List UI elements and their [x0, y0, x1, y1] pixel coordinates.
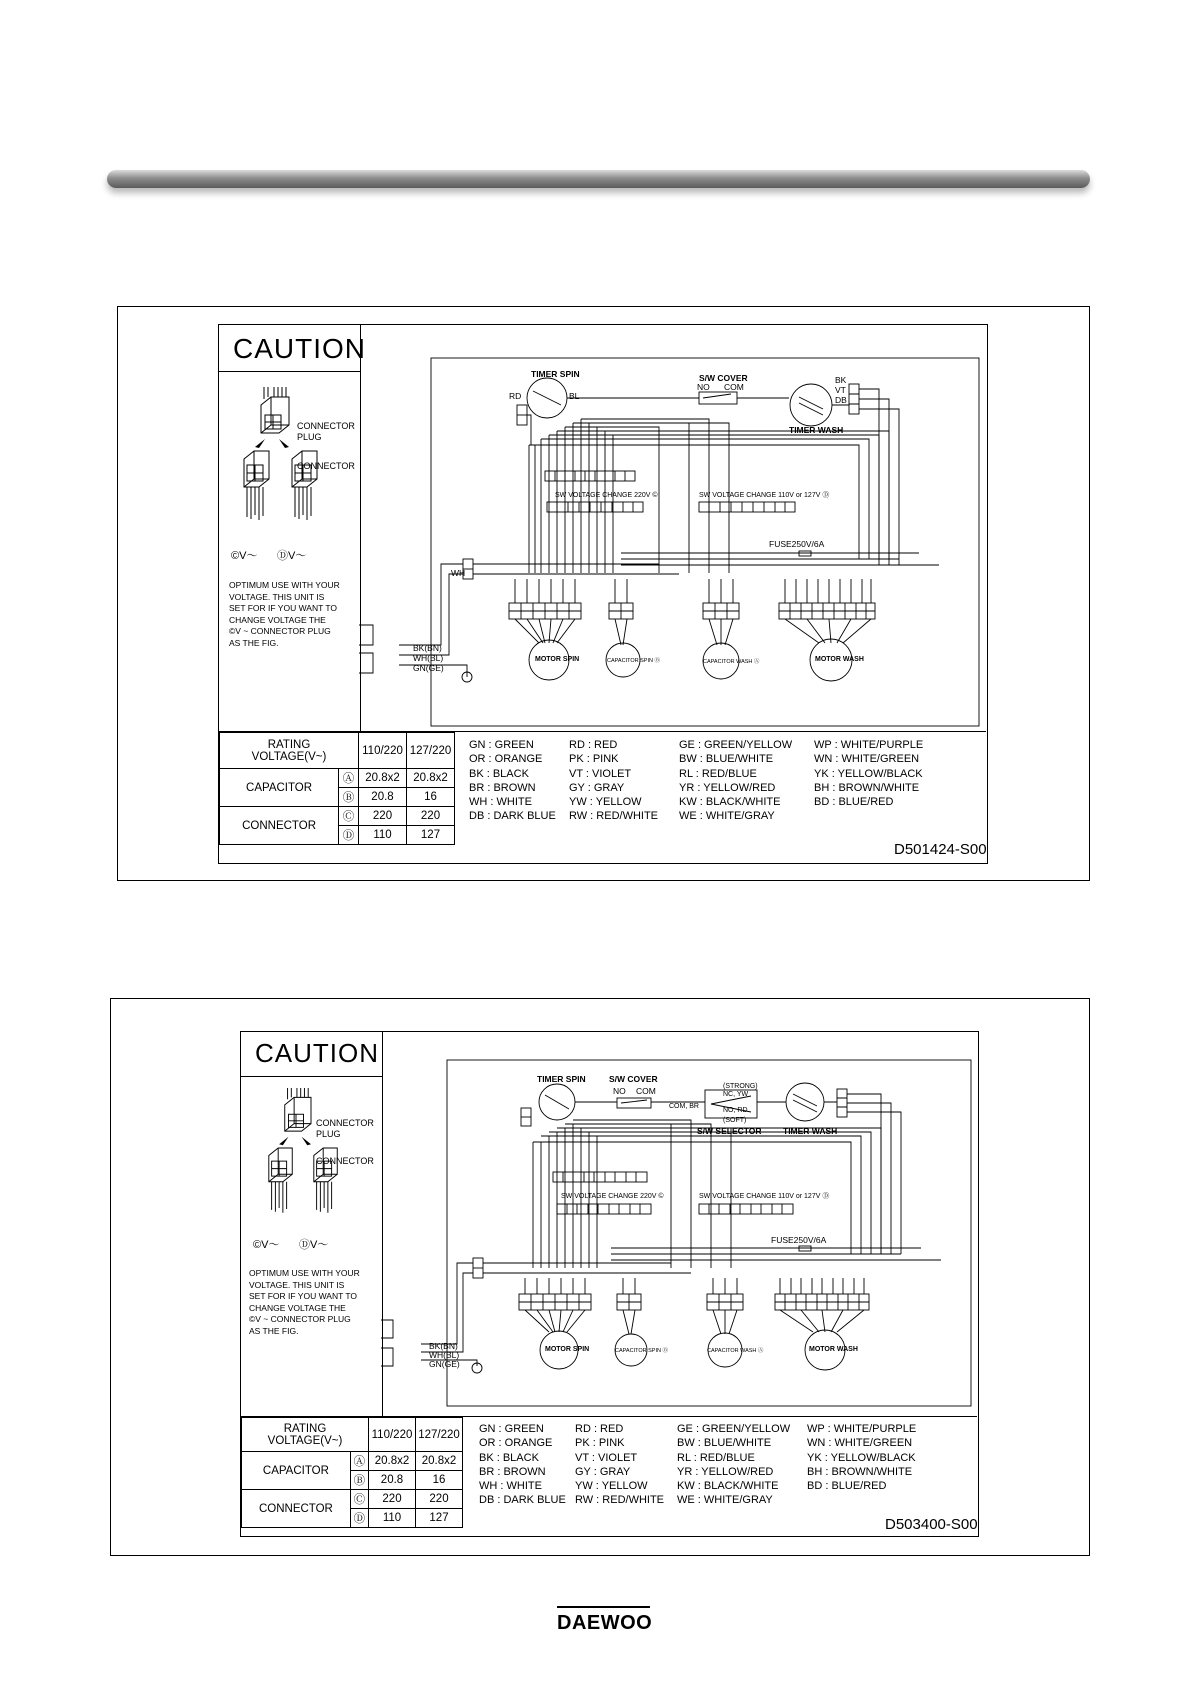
bl-label: BL	[569, 391, 580, 401]
connector-row-label: CONNECTOR	[242, 1490, 351, 1528]
capacitor-wash-label: CAPACITOR WASH Ⓐ	[703, 659, 760, 665]
cell-d1: 110	[359, 826, 407, 845]
no-label: NO	[697, 382, 710, 392]
cell-c1: 220	[359, 807, 407, 826]
connector-label: CONNECTOR	[316, 1156, 374, 1166]
legend-col-4: WP : WHITE/PURPLE WN : WHITE/GREEN YK : YELLOW/BLACK BH : BROWN/WHITE BD : BLUE/RED	[807, 1423, 917, 1493]
no-rd-label: NO, RD	[723, 1107, 748, 1114]
sw-220-label: SW VOLTAGE CHANGE 220V ©	[555, 492, 658, 499]
com-label: COM	[636, 1086, 656, 1096]
rating-table	[219, 732, 455, 845]
optimum-note: OPTIMUM USE WITH YOUR VOLTAGE. THIS UNIT IS SET FOR IF YOU WANT TO CHANGE VOLTAGE THE ©V ~ CONNECTOR PLUG AS THE FIG.	[249, 1268, 360, 1336]
a-mark: Ⓐ	[350, 1452, 368, 1471]
db-label: DB	[835, 395, 847, 405]
wiring-diagram-panel-1	[117, 306, 1090, 881]
connector-plug-label: CONNECTOR PLUG	[297, 421, 355, 442]
sw-220-label: SW VOLTAGE CHANGE 220V ©	[561, 1193, 664, 1200]
legend-col-2: RD : RED PK : PINK VT : VIOLET GY : GRAY YW : YELLOW RW : RED/WHITE	[569, 739, 659, 823]
gn-ge-label: GN(GE)	[413, 663, 444, 673]
caution-title: CAUTION	[233, 333, 366, 364]
cell-b2: 16	[407, 788, 455, 807]
cell-b1: 20.8	[369, 1471, 416, 1490]
capacitor-label: CAPACITOR	[242, 1452, 351, 1490]
document-code-2: D503400-S00	[885, 1516, 978, 1533]
cell-d1: 110	[369, 1509, 416, 1528]
cell-c2: 220	[407, 807, 455, 826]
legend-col-4: WP : WHITE/PURPLE WN : WHITE/GREEN YK : YELLOW/BLACK BH : BROWN/WHITE BD : BLUE/RED	[814, 739, 924, 809]
section-header-bar	[107, 170, 1090, 188]
cell-c1: 220	[369, 1490, 416, 1509]
timer-wash-label: TIMER WASH	[783, 1126, 838, 1136]
c-voltage-mark: ©V～	[253, 1239, 280, 1251]
wh-bl-label: WH(BL)	[429, 1350, 460, 1360]
timer-spin-label: TIMER SPIN	[537, 1074, 586, 1084]
legend-col-3: GE : GREEN/YELLOW BW : BLUE/WHITE RL : RED/BLUE YR : YELLOW/RED KW : BLACK/WHITE WE : WHITE/GRAY	[677, 1423, 791, 1507]
document-code-1: D501424-S00	[894, 841, 987, 858]
rd-label: RD	[509, 391, 522, 401]
divider	[219, 371, 360, 372]
d-voltage-mark: ⒹV～	[277, 550, 307, 562]
gn-ge-label: GN(GE)	[429, 1359, 460, 1369]
d-voltage-mark: ⒹV～	[299, 1239, 329, 1251]
legend-col-1: GN : GREEN OR : ORANGE BK : BLACK BR : BROWN WH : WHITE DB : DARK BLUE	[479, 1423, 566, 1507]
sw-110-label: SW VOLTAGE CHANGE 110V or 127V Ⓓ	[699, 492, 830, 499]
col-110-220: 110/220	[359, 733, 407, 769]
cell-d2: 127	[407, 826, 455, 845]
bk-label: BK	[835, 375, 847, 385]
c-mark: Ⓒ	[350, 1490, 368, 1509]
cell-a1: 20.8x2	[369, 1452, 416, 1471]
strong-label: (STRONG)	[723, 1083, 758, 1090]
sw-110-label: SW VOLTAGE CHANGE 110V or 127V Ⓓ	[699, 1193, 830, 1200]
motor-wash-label: MOTOR WASH	[815, 656, 864, 663]
fuse-label: FUSE250V/6A	[769, 539, 825, 549]
logo-rule	[557, 1606, 650, 1608]
optimum-note: OPTIMUM USE WITH YOUR VOLTAGE. THIS UNIT IS SET FOR IF YOU WANT TO CHANGE VOLTAGE THE ©V ~ CONNECTOR PLUG AS THE FIG.	[229, 580, 340, 648]
wiring-diagram-panel-2	[110, 998, 1090, 1556]
soft-label: (SOFT)	[723, 1117, 747, 1124]
circuit-diagram-1	[359, 325, 986, 731]
bk-bn-label: BK(BN)	[413, 643, 442, 653]
connector-plug-label: CONNECTOR PLUG	[316, 1118, 374, 1139]
capacitor-wash-label: CAPACITOR WASH Ⓐ	[707, 1348, 764, 1354]
c-voltage-mark: ©V～	[231, 550, 258, 562]
d-mark: Ⓓ	[339, 826, 359, 845]
legend-col-2: RD : RED PK : PINK VT : VIOLET GY : GRAY YW : YELLOW RW : RED/WHITE	[575, 1423, 665, 1507]
cell-d2: 127	[416, 1509, 463, 1528]
wh-label: WH	[451, 568, 466, 578]
legend-col-3: GE : GREEN/YELLOW BW : BLUE/WHITE RL : RED/BLUE YR : YELLOW/RED KW : BLACK/WHITE WE : WHITE/GRAY	[679, 739, 793, 823]
timer-spin-label: TIMER SPIN	[531, 369, 580, 379]
b-mark: Ⓑ	[339, 788, 359, 807]
rating-label: RATING	[283, 1422, 327, 1435]
no-label: NO	[613, 1086, 626, 1096]
a-mark: Ⓐ	[339, 769, 359, 788]
capacitor-label: CAPACITOR	[220, 769, 339, 807]
daewoo-logo: DAEWOO	[557, 1612, 653, 1634]
diagram-sheet-2	[240, 1031, 979, 1537]
circuit-diagram-2	[381, 1032, 977, 1416]
cell-a2: 20.8x2	[416, 1452, 463, 1471]
com-label: COM	[724, 382, 744, 392]
col-110-220: 110/220	[369, 1418, 416, 1452]
voltage-label: VOLTAGE(V~)	[267, 1434, 343, 1447]
rating-label: RATING	[267, 738, 311, 751]
bk-bn-label: BK(BN)	[429, 1341, 458, 1351]
connector-label: CONNECTOR	[297, 461, 355, 471]
motor-wash-label: MOTOR WASH	[809, 1346, 858, 1353]
sw-cover-label: S/W COVER	[699, 373, 748, 383]
capacitor-spin-label: CAPACITOR SPIN Ⓑ	[607, 658, 660, 664]
col-127-220: 127/220	[416, 1418, 463, 1452]
motor-spin-label: MOTOR SPIN	[535, 656, 580, 663]
col-127-220: 127/220	[407, 733, 455, 769]
cell-b2: 16	[416, 1471, 463, 1490]
wh-bl-label: WH(BL)	[413, 653, 444, 663]
b-mark: Ⓑ	[350, 1471, 368, 1490]
d-mark: Ⓓ	[350, 1509, 368, 1528]
legend-col-1: GN : GREEN OR : ORANGE BK : BLACK BR : BROWN WH : WHITE DB : DARK BLUE	[469, 739, 556, 823]
motor-spin-label: MOTOR SPIN	[545, 1346, 590, 1353]
connector-row-label: CONNECTOR	[220, 807, 339, 845]
divider	[241, 1076, 382, 1077]
fuse-label: FUSE250V/6A	[771, 1235, 827, 1245]
sw-cover-label: S/W COVER	[609, 1074, 658, 1084]
cell-a2: 20.8x2	[407, 769, 455, 788]
c-mark: Ⓒ	[339, 807, 359, 826]
diagram-sheet-1	[218, 324, 988, 864]
caution-title: CAUTION	[255, 1038, 379, 1068]
cell-b1: 20.8	[359, 788, 407, 807]
voltage-label: VOLTAGE(V~)	[251, 750, 327, 763]
cell-c2: 220	[416, 1490, 463, 1509]
cell-a1: 20.8x2	[359, 769, 407, 788]
nc-yw-label: NC, YW	[723, 1091, 749, 1098]
timer-wash-label: TIMER WASH	[789, 425, 844, 435]
rating-table	[241, 1417, 463, 1528]
sw-selector-label: S/W SELECTOR	[697, 1126, 762, 1136]
vt-label: VT	[835, 385, 846, 395]
com-br-label: COM, BR	[669, 1103, 699, 1110]
capacitor-spin-label: CAPACITOR SPIN Ⓑ	[615, 1348, 668, 1354]
